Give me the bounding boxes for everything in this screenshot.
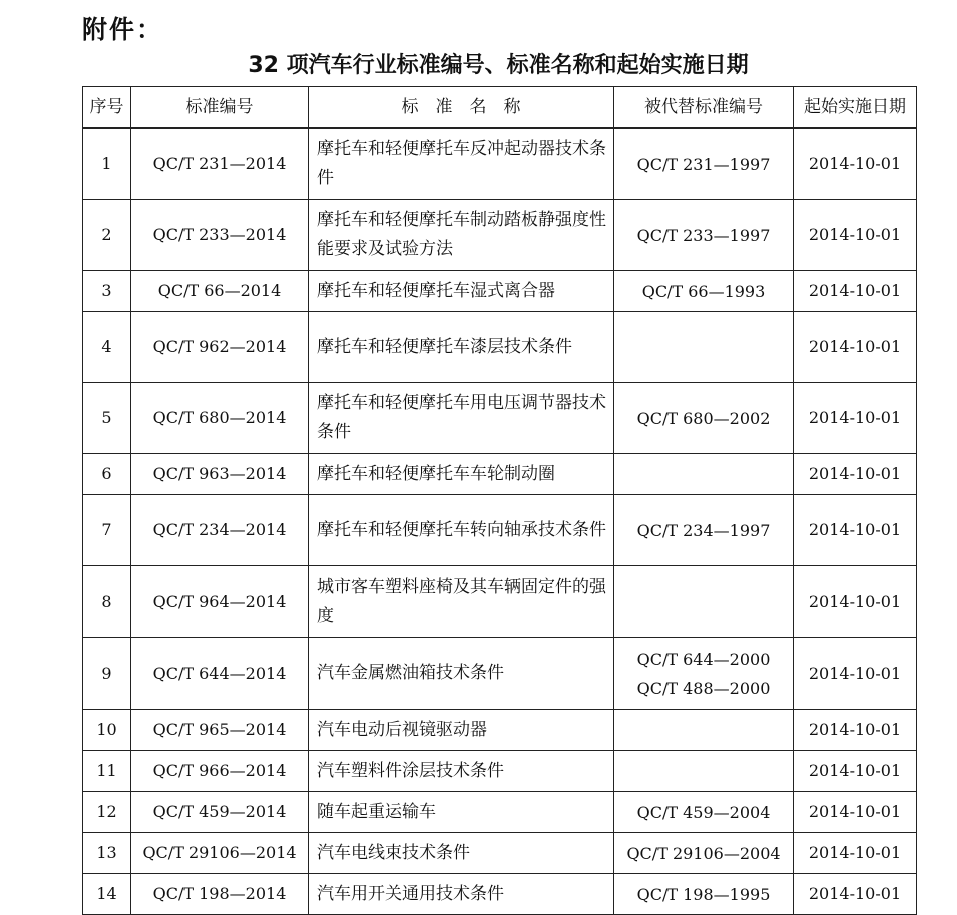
standard-code-cell: QC/T 964—2014 — [131, 566, 309, 638]
seq-cell: 6 — [83, 454, 131, 495]
standard-name-cell: 汽车用开关通用技术条件 — [309, 874, 614, 915]
replaced-code-cell — [614, 454, 794, 495]
standard-name-cell: 摩托车和轻便摩托车湿式离合器 — [309, 271, 614, 312]
replaced-code: QC/T 29106—2004 — [626, 843, 781, 863]
replaced-code-cell — [614, 833, 794, 874]
replaced-code-cell — [614, 638, 794, 710]
effective-date-cell: 2014-10-01 — [794, 495, 917, 566]
table-row — [83, 566, 917, 638]
effective-date-cell: 2014-10-01 — [794, 710, 917, 751]
standard-code-cell: QC/T 231—2014 — [131, 128, 309, 200]
effective-date-cell: 2014-10-01 — [794, 874, 917, 915]
standard-name-cell: 摩托车和轻便摩托车反冲起动器技术条件 — [309, 128, 614, 200]
seq-cell: 11 — [83, 751, 131, 792]
standard-code-cell: QC/T 966—2014 — [131, 751, 309, 792]
seq-cell: 10 — [83, 710, 131, 751]
effective-date-cell: 2014-10-01 — [794, 200, 917, 271]
replaced-code-cell — [614, 312, 794, 383]
standard-name-cell: 城市客车塑料座椅及其车辆固定件的强度 — [309, 566, 614, 638]
header-date: 起始实施日期 — [794, 87, 917, 129]
standard-code-cell: QC/T 459—2014 — [131, 792, 309, 833]
replaced-code: QC/T 680—2002 — [636, 408, 771, 428]
table-header-row — [83, 87, 917, 129]
table-row — [83, 874, 917, 915]
replaced-code: QC/T 644—2000 — [636, 649, 771, 669]
effective-date-cell: 2014-10-01 — [794, 751, 917, 792]
table-row — [83, 312, 917, 383]
table-row — [83, 128, 917, 200]
seq-cell: 9 — [83, 638, 131, 710]
page-title: 32 项汽车行业标准编号、标准名称和起始实施日期 — [248, 53, 749, 78]
seq-cell: 4 — [83, 312, 131, 383]
table-row — [83, 751, 917, 792]
standard-code-cell: QC/T 962—2014 — [131, 312, 309, 383]
standard-name-cell: 摩托车和轻便摩托车制动踏板静强度性能要求及试验方法 — [309, 200, 614, 271]
header-seq: 序号 — [83, 87, 131, 129]
standard-name-cell: 摩托车和轻便摩托车转向轴承技术条件 — [309, 495, 614, 566]
effective-date-cell: 2014-10-01 — [794, 638, 917, 710]
replaced-code: QC/T 459—2004 — [636, 802, 771, 822]
standard-code-cell: QC/T 644—2014 — [131, 638, 309, 710]
standard-code-cell: QC/T 234—2014 — [131, 495, 309, 566]
replaced-code-cell — [614, 751, 794, 792]
replaced-code-cell — [614, 710, 794, 751]
standard-code-cell: QC/T 233—2014 — [131, 200, 309, 271]
standard-name-cell: 摩托车和轻便摩托车漆层技术条件 — [309, 312, 614, 383]
seq-cell: 1 — [83, 128, 131, 200]
standard-name-cell: 汽车金属燃油箱技术条件 — [309, 638, 614, 710]
seq-cell: 5 — [83, 383, 131, 454]
standards-table — [82, 86, 917, 915]
replaced-code: QC/T 198—1995 — [636, 884, 771, 904]
header-code: 标准编号 — [131, 87, 309, 129]
standard-name-cell: 摩托车和轻便摩托车用电压调节器技术条件 — [309, 383, 614, 454]
replaced-code-cell — [614, 566, 794, 638]
effective-date-cell: 2014-10-01 — [794, 833, 917, 874]
table-row — [83, 200, 917, 271]
table-row — [83, 454, 917, 495]
effective-date-cell: 2014-10-01 — [794, 383, 917, 454]
standard-code-cell: QC/T 198—2014 — [131, 874, 309, 915]
effective-date-cell: 2014-10-01 — [794, 454, 917, 495]
replaced-code-cell — [614, 200, 794, 271]
standard-code-cell: QC/T 963—2014 — [131, 454, 309, 495]
effective-date-cell: 2014-10-01 — [794, 128, 917, 200]
standard-name-cell: 汽车电线束技术条件 — [309, 833, 614, 874]
replaced-code-cell — [614, 495, 794, 566]
seq-cell: 12 — [83, 792, 131, 833]
replaced-code-cell — [614, 874, 794, 915]
replaced-code: QC/T 234—1997 — [636, 520, 771, 540]
standard-code-cell: QC/T 965—2014 — [131, 710, 309, 751]
standard-code-cell: QC/T 680—2014 — [131, 383, 309, 454]
header-name: 标 准 名 称 — [309, 87, 614, 129]
standard-name-cell: 汽车电动后视镜驱动器 — [309, 710, 614, 751]
replaced-code: QC/T 66—1993 — [641, 281, 766, 301]
replaced-code-cell — [614, 792, 794, 833]
table-row — [83, 271, 917, 312]
effective-date-cell: 2014-10-01 — [794, 271, 917, 312]
table-row — [83, 792, 917, 833]
seq-cell: 2 — [83, 200, 131, 271]
header-replaced: 被代替标准编号 — [614, 87, 794, 129]
table-row — [83, 638, 917, 710]
standard-name-cell: 摩托车和轻便摩托车车轮制动圈 — [309, 454, 614, 495]
seq-cell: 7 — [83, 495, 131, 566]
table-row — [83, 710, 917, 751]
standard-name-cell: 随车起重运输车 — [309, 792, 614, 833]
replaced-code: QC/T 233—1997 — [636, 225, 771, 245]
standard-name-cell: 汽车塑料件涂层技术条件 — [309, 751, 614, 792]
replaced-code-cell — [614, 128, 794, 200]
seq-cell: 13 — [83, 833, 131, 874]
seq-cell: 14 — [83, 874, 131, 915]
standard-code-cell: QC/T 66—2014 — [131, 271, 309, 312]
effective-date-cell: 2014-10-01 — [794, 792, 917, 833]
seq-cell: 3 — [83, 271, 131, 312]
replaced-code-cell — [614, 271, 794, 312]
table-row — [83, 833, 917, 874]
replaced-code: QC/T 231—1997 — [636, 154, 771, 174]
attachment-label: 附件： — [82, 15, 164, 44]
replaced-code: QC/T 488—2000 — [636, 678, 771, 698]
effective-date-cell: 2014-10-01 — [794, 566, 917, 638]
table-row — [83, 383, 917, 454]
standard-code-cell: QC/T 29106—2014 — [131, 833, 309, 874]
effective-date-cell: 2014-10-01 — [794, 312, 917, 383]
replaced-code-cell — [614, 383, 794, 454]
table-row — [83, 495, 917, 566]
seq-cell: 8 — [83, 566, 131, 638]
